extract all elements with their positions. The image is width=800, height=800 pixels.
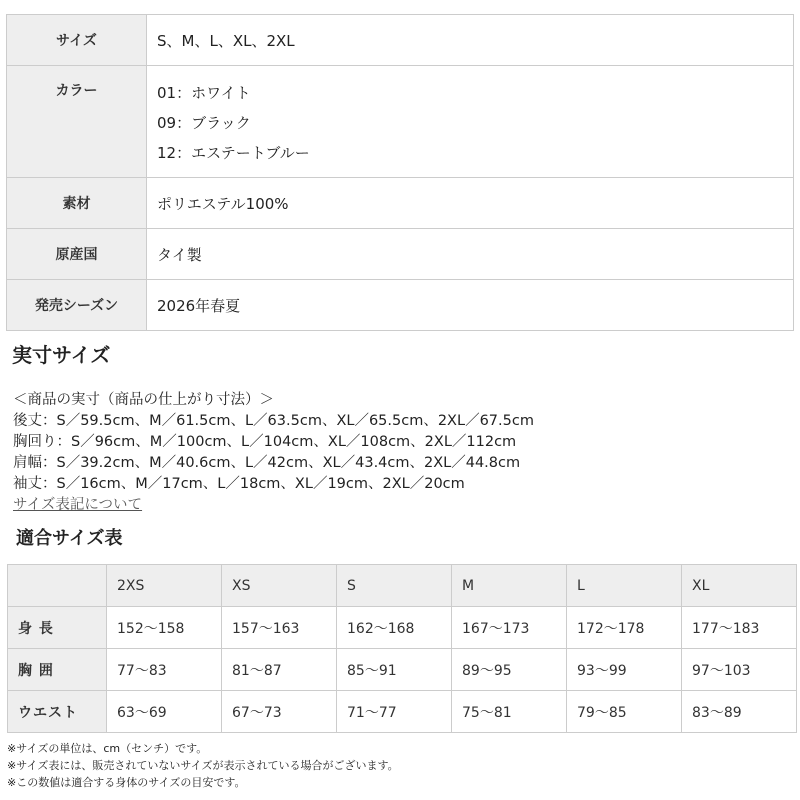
fit-row-waist (8, 691, 797, 733)
fit-cell: 67～73 (222, 691, 337, 733)
fit-cell: 63～69 (107, 691, 222, 733)
fit-row-chest (8, 649, 797, 691)
measure-line-chest: 胸回り：S／96cm、M／100cm、L／104cm、XL／108cm、2XL／112cm (13, 434, 517, 450)
spec-row-origin (7, 229, 794, 280)
fit-cell: 162～168 (337, 607, 452, 649)
actual-size-heading: 実寸サイズ (12, 343, 111, 367)
fit-column-header: M (452, 565, 567, 607)
fit-cell: 157～163 (222, 607, 337, 649)
spec-row-season (7, 280, 794, 331)
fit-column-header: XL (682, 565, 797, 607)
spec-row-color (7, 66, 794, 178)
fit-column-header: XS (222, 565, 337, 607)
measure-line-shoulder: 肩幅：S／39.2cm、M／40.6cm、L／42cm、XL／43.4cm、2XL／44.8cm (13, 455, 521, 471)
fit-header-row (8, 565, 797, 607)
spec-row-size (7, 15, 794, 66)
fit-size-heading: 適合サイズ表 (16, 528, 123, 549)
color-option: 01：ホワイト (157, 84, 251, 102)
spec-row-material (7, 178, 794, 229)
size-notation-link[interactable]: サイズ表記について (13, 497, 143, 513)
fit-cell: 172～178 (567, 607, 682, 649)
note-unit: ※サイズの単位は、cm（センチ）です。 (7, 742, 208, 755)
fit-size-table (7, 564, 797, 733)
fit-cell: 81～87 (222, 649, 337, 691)
material-label: 素材 (7, 178, 147, 229)
fit-cell: 71～77 (337, 691, 452, 733)
actual-size-intro: ＜商品の実寸（商品の仕上がり寸法）＞ (13, 392, 274, 408)
note-guideline: ※この数値は適合する身体のサイズの目安です。 (7, 776, 246, 789)
color-values (147, 66, 794, 178)
fit-cell: 97～103 (682, 649, 797, 691)
measure-line-length: 後丈：S／59.5cm、M／61.5cm、L／63.5cm、XL／65.5cm、2XL／67.5cm (13, 413, 534, 429)
season-label: 発売シーズン (7, 280, 147, 331)
fit-cell: 167～173 (452, 607, 567, 649)
fit-cell: 152～158 (107, 607, 222, 649)
fit-cell: 93～99 (567, 649, 682, 691)
fit-cell: 177～183 (682, 607, 797, 649)
season-value: 2026年春夏 (147, 280, 794, 331)
size-label: サイズ (7, 15, 147, 66)
measure-line-sleeve: 袖丈：S／16cm、M／17cm、L／18cm、XL／19cm、2XL／20cm (13, 476, 465, 492)
fit-corner-cell (8, 565, 107, 607)
fit-column-header: 2XS (107, 565, 222, 607)
color-option: 12：エステートブルー (157, 144, 310, 162)
fit-cell: 89～95 (452, 649, 567, 691)
notes-block (7, 740, 399, 791)
fit-row-label: ウエスト (8, 691, 107, 733)
fit-cell: 83～89 (682, 691, 797, 733)
color-label: カラー (7, 66, 147, 178)
origin-value: タイ製 (147, 229, 794, 280)
material-value: ポリエステル100% (147, 178, 794, 229)
color-option: 09：ブラック (157, 114, 251, 132)
fit-cell: 75～81 (452, 691, 567, 733)
fit-cell: 77～83 (107, 649, 222, 691)
fit-column-header: L (567, 565, 682, 607)
fit-column-header: S (337, 565, 452, 607)
size-value: S、M、L、XL、2XL (147, 15, 794, 66)
fit-cell: 85～91 (337, 649, 452, 691)
fit-cell: 79～85 (567, 691, 682, 733)
origin-label: 原産国 (7, 229, 147, 280)
fit-row-label: 身 長 (8, 607, 107, 649)
actual-size-block (13, 390, 534, 516)
spec-table (6, 14, 794, 331)
fit-row-height (8, 607, 797, 649)
fit-row-label: 胸 囲 (8, 649, 107, 691)
note-unavailable-sizes: ※サイズ表には、販売されていないサイズが表示されている場合がございます。 (7, 759, 399, 772)
